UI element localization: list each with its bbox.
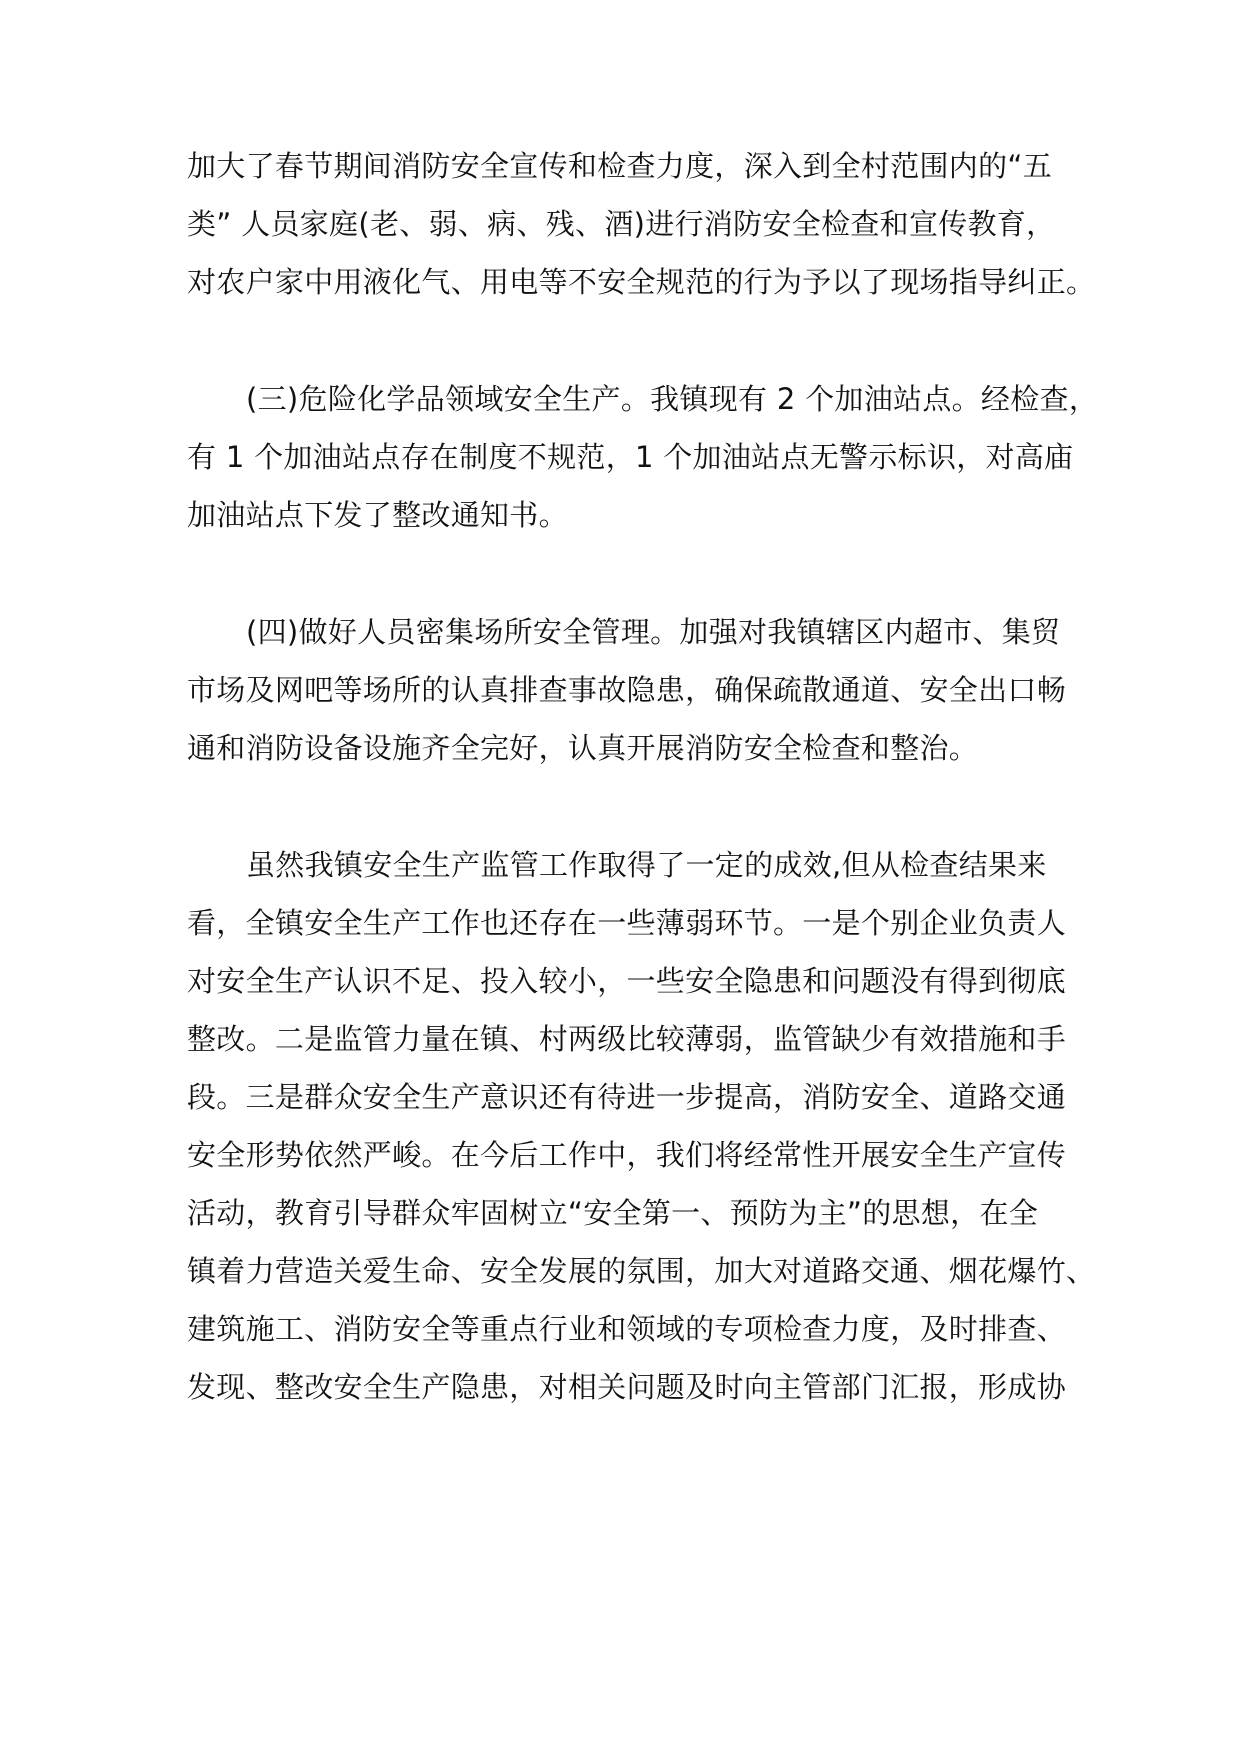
text-line: 加油站点下发了整改通知书。 — [187, 498, 568, 532]
text-line: 安全形势依然严峻。在今后工作中，我们将经常性开展安全生产宣传 — [187, 1138, 1067, 1172]
text-line: (三)危险化学品领域安全生产。我镇现有 2 个加油站点。经检查， — [246, 382, 1099, 416]
text-line: 发现、整改安全生产隐患，对相关问题及时向主管部门汇报，形成协 — [187, 1370, 1067, 1404]
text-line: 看，全镇安全生产工作也还存在一些薄弱环节。一是个别企业负责人 — [187, 906, 1067, 940]
text-line: 对农户家中用液化气、用电等不安全规范的行为予以了现场指导纠正。 — [187, 265, 1096, 299]
text-line: 加大了春节期间消防安全宣传和检查力度，深入到全村范围内的“五 — [187, 149, 1053, 183]
text-line: 虽然我镇安全生产监管工作取得了一定的成效,但从检查结果来 — [246, 848, 1047, 882]
text-line: 有 1 个加油站点存在制度不规范，1 个加油站点无警示标识，对高庙 — [187, 440, 1074, 474]
text-line: 活动，教育引导群众牢固树立“安全第一、预防为主”的思想，在全 — [187, 1196, 1039, 1230]
text-line: 段。三是群众安全生产意识还有待进一步提高，消防安全、道路交通 — [187, 1080, 1067, 1114]
text-line: 建筑施工、消防安全等重点行业和领域的专项检查力度，及时排查、 — [187, 1312, 1067, 1346]
text-line: (四)做好人员密集场所安全管理。加强对我镇辖区内超市、集贸 — [246, 615, 1061, 649]
text-line: 对安全生产认识不足、投入较小，一些安全隐患和问题没有得到彻底 — [187, 964, 1067, 998]
text-line: 类” 人员家庭(老、弱、病、残、酒)进行消防安全检查和宣传教育， — [187, 207, 1056, 241]
text-line: 整改。二是监管力量在镇、村两级比较薄弱，监管缺少有效措施和手 — [187, 1022, 1067, 1056]
text-line: 市场及网吧等场所的认真排查事故隐患，确保疏散通道、安全出口畅 — [187, 673, 1067, 707]
text-line: 镇着力营造关爱生命、安全发展的氛围，加大对道路交通、烟花爆竹、 — [187, 1254, 1096, 1288]
text-line: 通和消防设备设施齐全完好，认真开展消防安全检查和整治。 — [187, 731, 979, 765]
